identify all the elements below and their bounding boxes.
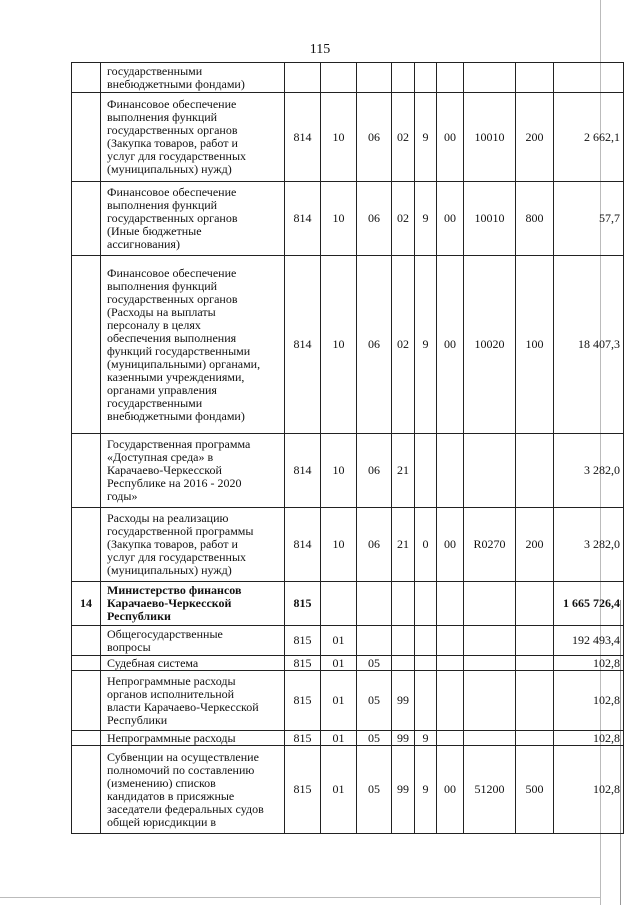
table-row: [72, 63, 624, 93]
direction-code-cell: 10010: [464, 93, 516, 182]
row-number-cell: [72, 256, 101, 434]
table-row: [72, 656, 624, 671]
row-name-cell: Расходы на реализацию государственной программы (Закупка товаров, работ и услуг для государственных (муниципальных) нужд): [101, 508, 285, 582]
section-code-cell: 10: [321, 182, 357, 256]
table-row: [72, 671, 624, 731]
expense-type-cell: 200: [516, 93, 554, 182]
subsection-code-cell: 05: [357, 656, 392, 671]
row-number-cell: [72, 63, 101, 93]
row-number-cell: [72, 93, 101, 182]
section-code-cell: 10: [321, 93, 357, 182]
direction-code-cell: [464, 582, 516, 626]
activity-code-cell: [437, 656, 464, 671]
section-code-cell: 10: [321, 256, 357, 434]
table-row: [72, 182, 624, 256]
ved-code-cell: 814: [285, 93, 321, 182]
activity-code-cell: [437, 582, 464, 626]
amount-cell: 18 407,3: [554, 256, 624, 434]
table-row: [72, 508, 624, 582]
direction-code-cell: 51200: [464, 746, 516, 834]
table-row: [72, 626, 624, 656]
program-code-cell: 02: [392, 256, 415, 434]
program-code-cell: 99: [392, 671, 415, 731]
subprogram-code-cell: [415, 582, 437, 626]
ved-code-cell: 815: [285, 671, 321, 731]
direction-code-cell: [464, 434, 516, 508]
subsection-code-cell: 05: [357, 671, 392, 731]
ved-code-cell: [285, 63, 321, 93]
subprogram-code-cell: 9: [415, 731, 437, 746]
subprogram-code-cell: 0: [415, 508, 437, 582]
section-code-cell: 01: [321, 731, 357, 746]
subsection-code-cell: 06: [357, 256, 392, 434]
subprogram-code-cell: 9: [415, 93, 437, 182]
activity-code-cell: 00: [437, 508, 464, 582]
section-code-cell: 10: [321, 434, 357, 508]
direction-code-cell: [464, 626, 516, 656]
expense-type-cell: [516, 671, 554, 731]
subsection-code-cell: [357, 626, 392, 656]
direction-code-cell: 10010: [464, 182, 516, 256]
row-name-cell: Государственная программа «Доступная среда» в Карачаево-Черкесской Республике на 2016 - 2020 годы»: [101, 434, 285, 508]
program-code-cell: 99: [392, 746, 415, 834]
activity-code-cell: [437, 626, 464, 656]
amount-cell: 192 493,4: [554, 626, 624, 656]
activity-code-cell: 00: [437, 93, 464, 182]
page-number: 115: [309, 42, 331, 57]
expense-type-cell: 200: [516, 508, 554, 582]
subsection-code-cell: 06: [357, 434, 392, 508]
activity-code-cell: [437, 434, 464, 508]
direction-code-cell: 10020: [464, 256, 516, 434]
subsection-code-cell: 06: [357, 182, 392, 256]
section-code-cell: [321, 63, 357, 93]
subprogram-code-cell: 9: [415, 746, 437, 834]
row-name-cell: Судебная система: [101, 656, 285, 671]
row-name-cell: Субвенции на осуществление полномочий по составлению (изменению) списков кандидатов в присяжные заседатели федеральных судов общей юрисдикции в: [101, 746, 285, 834]
ved-code-cell: 815: [285, 582, 321, 626]
program-code-cell: 02: [392, 93, 415, 182]
row-number-cell: [72, 626, 101, 656]
subprogram-code-cell: 9: [415, 182, 437, 256]
direction-code-cell: [464, 63, 516, 93]
subsection-code-cell: 06: [357, 508, 392, 582]
section-code-cell: 01: [321, 671, 357, 731]
table-row: [72, 582, 624, 626]
table-body: [72, 63, 624, 834]
amount-cell: 2 662,1: [554, 93, 624, 182]
amount-cell: 102,8: [554, 746, 624, 834]
direction-code-cell: [464, 731, 516, 746]
row-name-cell: Финансовое обеспечение выполнения функций государственных органов (Расходы на выплаты персоналу в целях обеспечения выполнения функций государственными (муниципальными) органами, казенными учреждениями, органами управления государственными внебюджетными фондами): [101, 256, 285, 434]
program-code-cell: [392, 582, 415, 626]
ved-code-cell: 815: [285, 626, 321, 656]
row-name-cell: Финансовое обеспечение выполнения функций государственных органов (Иные бюджетные ассигнования): [101, 182, 285, 256]
amount-cell: 102,8: [554, 731, 624, 746]
ved-code-cell: 814: [285, 182, 321, 256]
program-code-cell: [392, 63, 415, 93]
activity-code-cell: [437, 731, 464, 746]
amount-cell: 102,8: [554, 671, 624, 731]
expense-type-cell: [516, 626, 554, 656]
expense-type-cell: [516, 63, 554, 93]
ved-code-cell: 814: [285, 256, 321, 434]
row-name-cell: Общегосударственные вопросы: [101, 626, 285, 656]
row-number-cell: 14: [72, 582, 101, 626]
row-name-cell: Министерство финансов Карачаево-Черкесской Республики: [101, 582, 285, 626]
row-number-cell: [72, 731, 101, 746]
activity-code-cell: 00: [437, 256, 464, 434]
program-code-cell: 99: [392, 731, 415, 746]
expense-type-cell: 800: [516, 182, 554, 256]
subprogram-code-cell: [415, 63, 437, 93]
section-code-cell: 01: [321, 746, 357, 834]
amount-cell: 3 282,0: [554, 434, 624, 508]
subsection-code-cell: 05: [357, 746, 392, 834]
section-code-cell: 10: [321, 508, 357, 582]
row-name-cell: Финансовое обеспечение выполнения функций государственных органов (Закупка товаров, работ и услуг для государственных (муниципальных) нужд): [101, 93, 285, 182]
ved-code-cell: 815: [285, 746, 321, 834]
section-code-cell: 01: [321, 656, 357, 671]
direction-code-cell: [464, 671, 516, 731]
ved-code-cell: 814: [285, 508, 321, 582]
amount-cell: 57,7: [554, 182, 624, 256]
amount-cell: 1 665 726,4: [554, 582, 624, 626]
activity-code-cell: 00: [437, 746, 464, 834]
amount-cell: 3 282,0: [554, 508, 624, 582]
program-code-cell: 21: [392, 508, 415, 582]
ved-code-cell: 815: [285, 656, 321, 671]
section-code-cell: 01: [321, 626, 357, 656]
expense-type-cell: [516, 656, 554, 671]
direction-code-cell: R0270: [464, 508, 516, 582]
page-edge-line: [0, 897, 600, 898]
row-number-cell: [72, 746, 101, 834]
expense-type-cell: [516, 582, 554, 626]
amount-cell: [554, 63, 624, 93]
table-row: [72, 434, 624, 508]
row-number-cell: [72, 434, 101, 508]
section-code-cell: [321, 582, 357, 626]
activity-code-cell: 00: [437, 182, 464, 256]
table-row: [72, 256, 624, 434]
budget-table: [71, 62, 624, 834]
expense-type-cell: 500: [516, 746, 554, 834]
activity-code-cell: [437, 63, 464, 93]
row-number-cell: [72, 182, 101, 256]
row-number-cell: [72, 671, 101, 731]
table-row: [72, 93, 624, 182]
subprogram-code-cell: [415, 434, 437, 508]
ved-code-cell: 814: [285, 434, 321, 508]
expense-type-cell: [516, 731, 554, 746]
row-number-cell: [72, 656, 101, 671]
program-code-cell: 21: [392, 434, 415, 508]
table-row: [72, 731, 624, 746]
activity-code-cell: [437, 671, 464, 731]
expense-type-cell: [516, 434, 554, 508]
program-code-cell: [392, 656, 415, 671]
row-name-cell: государственными внебюджетными фондами): [101, 63, 285, 93]
amount-cell: 102,8: [554, 656, 624, 671]
subsection-code-cell: 06: [357, 93, 392, 182]
ved-code-cell: 815: [285, 731, 321, 746]
subprogram-code-cell: [415, 656, 437, 671]
subsection-code-cell: 05: [357, 731, 392, 746]
table-row: [72, 746, 624, 834]
subsection-code-cell: [357, 582, 392, 626]
subprogram-code-cell: [415, 626, 437, 656]
subprogram-code-cell: [415, 671, 437, 731]
expense-type-cell: 100: [516, 256, 554, 434]
subprogram-code-cell: 9: [415, 256, 437, 434]
row-number-cell: [72, 508, 101, 582]
program-code-cell: 02: [392, 182, 415, 256]
row-name-cell: Непрограммные расходы: [101, 731, 285, 746]
subsection-code-cell: [357, 63, 392, 93]
program-code-cell: [392, 626, 415, 656]
row-name-cell: Непрограммные расходы органов исполнительной власти Карачаево-Черкесской Республики: [101, 671, 285, 731]
direction-code-cell: [464, 656, 516, 671]
